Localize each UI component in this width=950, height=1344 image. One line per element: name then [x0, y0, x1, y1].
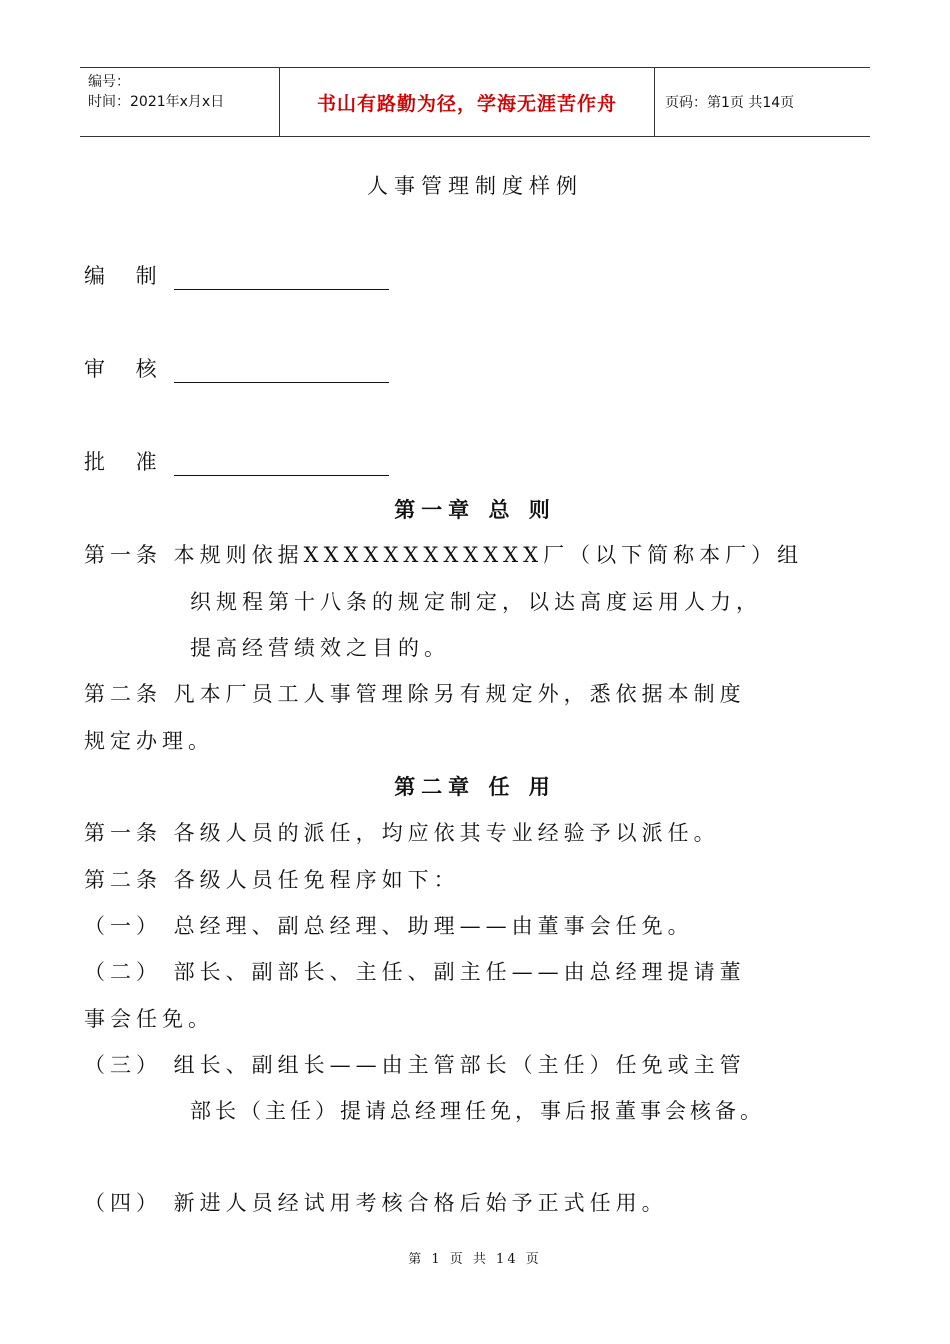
chapter-2-line: 部长（主任）提请总经理任免，事后报董事会核备。 — [190, 1099, 765, 1123]
chapter-1-line: 提高经营绩效之目的。 — [190, 636, 450, 660]
chapter-2-line: （三） 组长、副组长——由主管部长（主任）任免或主管 — [84, 1053, 746, 1077]
time-label: 时间：2021年x月x日 — [88, 94, 225, 110]
chapter-2-line: （二） 部长、副部长、主任、副主任——由总经理提请董 — [84, 960, 746, 984]
signoff-label: 编 制 — [84, 264, 169, 288]
signoff-row-review — [84, 353, 389, 383]
header-motto: 书山有路勤为径，学海无涯苦作舟 — [280, 68, 655, 136]
signoff-row-approve — [84, 446, 389, 476]
chapter-2-line: 第二条 各级人员任免程序如下： — [84, 868, 460, 892]
chapter-1-line: 第二条 凡本厂员工人事管理除另有规定外，悉依据本制度 — [84, 682, 746, 706]
header-meta — [80, 68, 280, 136]
page-footer: 第 1 页 共 14 页 — [408, 1252, 542, 1267]
chapter-1-line: 规定办理。 — [84, 729, 214, 753]
chapter-1-line: 织规程第十八条的规定制定，以达高度运用人力， — [190, 590, 762, 614]
signoff-blank-line — [174, 265, 389, 290]
chapter-2-line: （四） 新进人员经试用考核合格后始予正式任用。 — [84, 1191, 668, 1215]
number-label: 编号： — [88, 74, 130, 90]
signoff-label: 批 准 — [84, 450, 169, 474]
chapter-2-line: 第一条 各级人员的派任，均应依其专业经验予以派任。 — [84, 821, 720, 845]
signoff-blank-line — [174, 451, 389, 476]
chapter-2-line: （一） 总经理、副总经理、助理——由董事会任免。 — [84, 914, 694, 938]
document-title: 人事管理制度样例 — [367, 174, 583, 198]
chapter-2-line: 事会任免。 — [84, 1007, 214, 1031]
signoff-label: 审 核 — [84, 357, 169, 381]
header-page-info: 页码：第1页 共14页 — [665, 95, 795, 111]
chapter-1-line: 第一条 本规则依据XXXXXXXXXXXX厂（以下简称本厂）组 — [84, 543, 804, 567]
chapter-2-heading: 第二章 任 用 — [394, 774, 556, 799]
signoff-blank-line — [174, 358, 389, 383]
signoff-row-compile — [84, 260, 389, 290]
page-header — [80, 67, 870, 137]
chapter-1-heading: 第一章 总 则 — [394, 497, 556, 522]
